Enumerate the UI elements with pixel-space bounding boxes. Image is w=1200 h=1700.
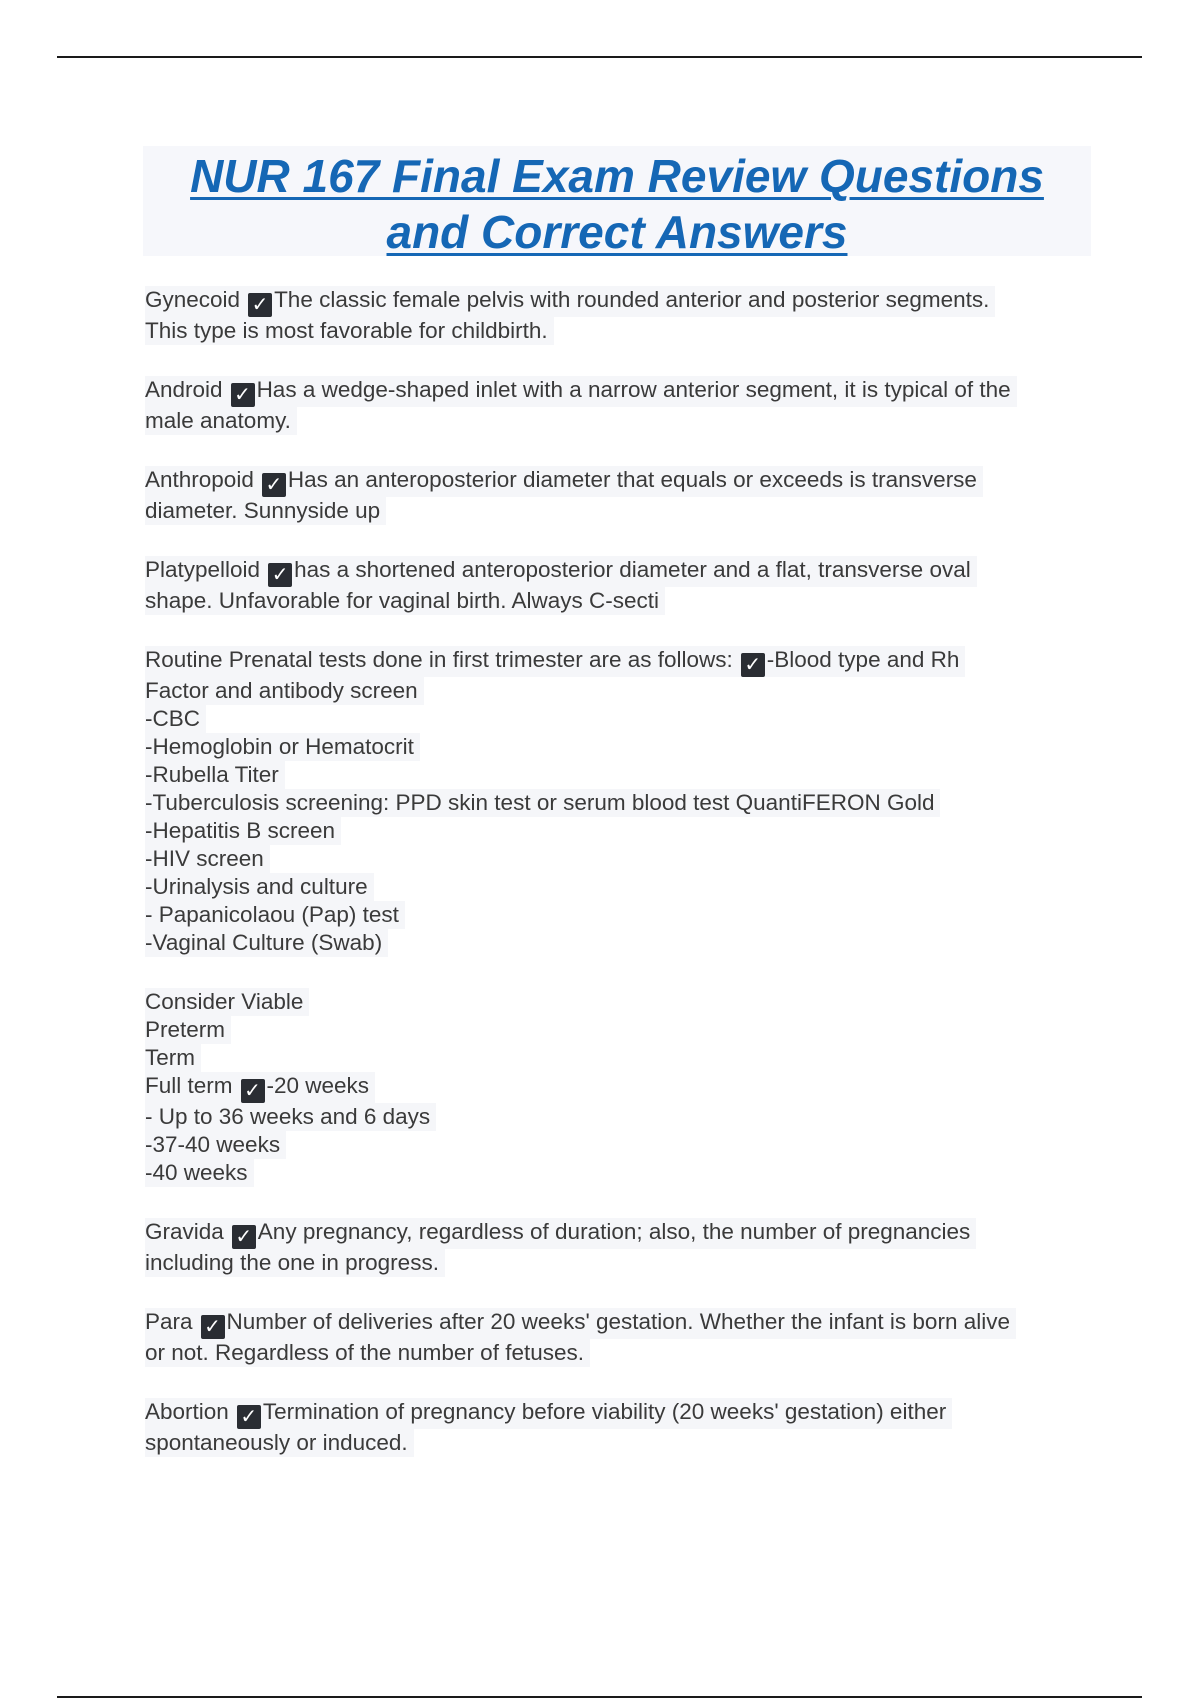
answer-line: Any pregnancy, regardless of duration; also, the number of pregnancies bbox=[257, 1219, 971, 1244]
footer-rule bbox=[57, 1696, 1142, 1698]
answer-line: -40 weeks bbox=[145, 1159, 254, 1187]
answer-line: or not. Regardless of the number of fetuses. bbox=[145, 1339, 590, 1367]
answer-line: - Papanicolaou (Pap) test bbox=[145, 901, 405, 929]
check-mark-icon: ✓ bbox=[262, 473, 286, 497]
answer-line: Has a wedge-shaped inlet with a narrow anterior segment, it is typical of the bbox=[256, 377, 1011, 402]
answer-line: -Rubella Titer bbox=[145, 761, 285, 789]
page-title bbox=[143, 146, 1091, 260]
answer-line: -Tuberculosis screening: PPD skin test or serum blood test QuantiFERON Gold bbox=[145, 789, 940, 817]
answer-line: -Hepatitis B screen bbox=[145, 817, 341, 845]
qa-entry-abortion bbox=[145, 1398, 1095, 1457]
answer-line: diameter. Sunnyside up bbox=[145, 497, 386, 525]
answer-line: -37-40 weeks bbox=[145, 1131, 286, 1159]
term-line: Preterm bbox=[145, 1016, 231, 1044]
answer-line: has a shortened anteroposterior diameter and a flat, transverse oval bbox=[294, 557, 971, 582]
answer-line: male anatomy. bbox=[145, 407, 297, 435]
answer-line: -Hemoglobin or Hematocrit bbox=[145, 733, 420, 761]
term-abortion: Abortion bbox=[145, 1399, 229, 1424]
answer-line: -Urinalysis and culture bbox=[145, 873, 374, 901]
term-gravida: Gravida bbox=[145, 1219, 224, 1244]
term-gynecoid: Gynecoid bbox=[145, 287, 241, 312]
answer-line: The classic female pelvis with rounded anterior and posterior segments. bbox=[274, 287, 990, 312]
qa-list bbox=[145, 286, 1095, 1457]
answer-line: -20 weeks bbox=[266, 1073, 370, 1098]
check-mark-icon: ✓ bbox=[248, 293, 272, 317]
answer-line: shape. Unfavorable for vaginal birth. Always C-secti bbox=[145, 587, 665, 615]
qa-entry-platypelloid bbox=[145, 556, 1095, 615]
answer-line: -Vaginal Culture (Swab) bbox=[145, 929, 388, 957]
check-mark-icon: ✓ bbox=[231, 383, 255, 407]
check-mark-icon: ✓ bbox=[241, 1079, 265, 1103]
term-platypelloid: Platypelloid bbox=[145, 557, 261, 582]
term-line: Full term bbox=[145, 1073, 233, 1098]
qa-entry-para bbox=[145, 1308, 1095, 1367]
answer-line: This type is most favorable for childbirth. bbox=[145, 317, 554, 345]
term-para: Para bbox=[145, 1309, 193, 1334]
answer-line: Has an anteroposterior diameter that equals or exceeds is transverse bbox=[287, 467, 977, 492]
answer-line: Factor and antibody screen bbox=[145, 677, 424, 705]
qa-entry-anthropoid bbox=[145, 466, 1095, 525]
check-mark-icon: ✓ bbox=[201, 1315, 225, 1339]
answer-line: including the one in progress. bbox=[145, 1249, 445, 1277]
term-anthropoid: Anthropoid bbox=[145, 467, 254, 492]
title-line-1: NUR 167 Final Exam Review Questions bbox=[190, 150, 1044, 202]
qa-entry-viability bbox=[145, 988, 1095, 1187]
title-block bbox=[143, 146, 1091, 256]
answer-line: - Up to 36 weeks and 6 days bbox=[145, 1103, 436, 1131]
answer-line: -CBC bbox=[145, 705, 206, 733]
check-mark-icon: ✓ bbox=[268, 563, 292, 587]
check-mark-icon: ✓ bbox=[232, 1225, 256, 1249]
term-line: Term bbox=[145, 1044, 201, 1072]
qa-entry-gravida bbox=[145, 1218, 1095, 1277]
answer-line: -HIV screen bbox=[145, 845, 270, 873]
check-mark-icon: ✓ bbox=[741, 653, 765, 677]
header-rule bbox=[57, 56, 1142, 58]
answer-line: Termination of pregnancy before viability (20 weeks' gestation) either bbox=[262, 1399, 947, 1424]
answer-line: -Blood type and Rh bbox=[766, 647, 960, 672]
answer-line: Number of deliveries after 20 weeks' gestation. Whether the infant is born alive bbox=[226, 1309, 1010, 1334]
term-prenatal-tests: Routine Prenatal tests done in first trimester are as follows: bbox=[145, 647, 733, 672]
check-mark-icon: ✓ bbox=[237, 1405, 261, 1429]
term-line: Consider Viable bbox=[145, 988, 309, 1016]
title-line-2: and Correct Answers bbox=[386, 206, 848, 258]
term-android: Android bbox=[145, 377, 223, 402]
qa-entry-prenatal-tests bbox=[145, 646, 1095, 957]
qa-entry-gynecoid bbox=[145, 286, 1095, 345]
answer-line: spontaneously or induced. bbox=[145, 1429, 414, 1457]
qa-entry-android bbox=[145, 376, 1095, 435]
